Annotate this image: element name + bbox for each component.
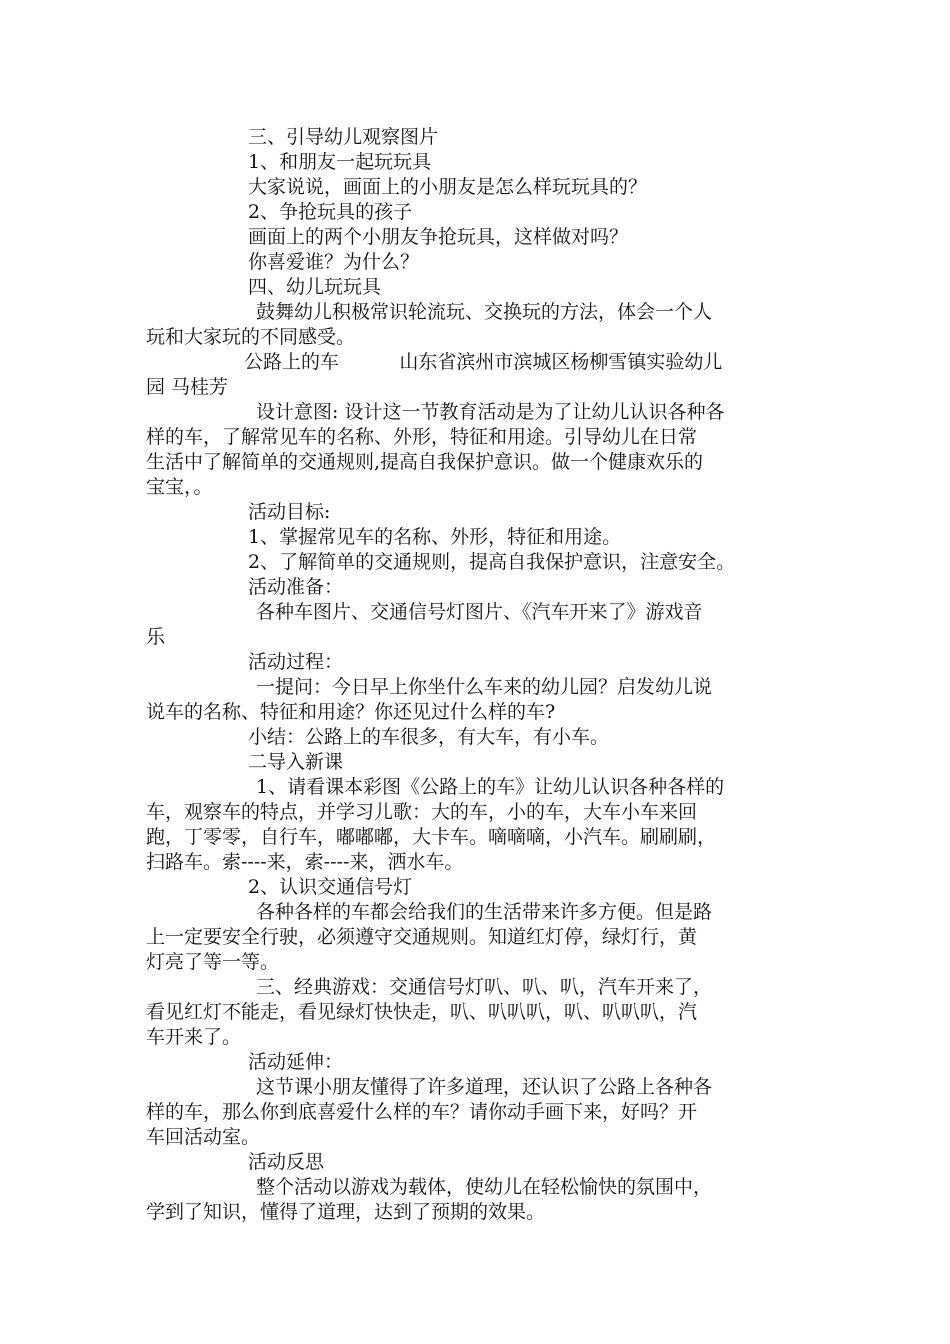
paragraph-line: 小结：公路上的车很多，有大车，有小车。 — [248, 726, 610, 748]
paragraph-line: 你喜爱谁？为什么？ — [248, 251, 420, 273]
paragraph-line: 样的车，了解常见车的名称、外形，特征和用途。引导幼儿在日常 — [146, 426, 698, 448]
paragraph-line: 1、请看课本彩图《公路上的车》让幼儿认识各种各样的 — [256, 776, 725, 798]
section-heading: 活动准备： — [248, 576, 344, 598]
paragraph-line: 大家说说，画面上的小朋友是怎么样玩玩具的？ — [248, 176, 648, 198]
section-heading: 三、引导幼儿观察图片 — [248, 126, 439, 148]
paragraph-line: 车开来了。 — [146, 1026, 242, 1048]
paragraph-line: 学到了知识，懂得了道理，达到了预期的效果。 — [146, 1201, 546, 1223]
paragraph-line: 生活中了解简单的交通规则,提高自我保护意识。做一个健康欢乐的 — [146, 451, 704, 473]
paragraph-line: 车，观察车的特点，并学习儿歌：大的车，小的车，大车小车来回 — [146, 801, 698, 823]
subheading: 1、和朋友一起玩玩具 — [248, 151, 432, 173]
section-heading: 活动目标: — [248, 501, 331, 523]
list-item: 2、了解简单的交通规则，提高自我保护意识，注意安全。 — [248, 551, 736, 573]
paragraph-line: 这节课小朋友懂得了许多道理，还认识了公路上各种各 — [256, 1076, 713, 1098]
paragraph-line: 画面上的两个小朋友争抢玩具，这样做对吗？ — [248, 226, 629, 248]
paragraph-line: 乐 — [146, 626, 166, 648]
list-item: 1、掌握常见车的名称、外形，特征和用途。 — [248, 526, 622, 548]
paragraph-line: 整个活动以游戏为载体，使幼儿在轻松愉快的氛围中， — [256, 1176, 713, 1198]
paragraph-line: 一提问：今日早上你坐什么车来的幼儿园？启发幼儿说 — [256, 676, 713, 698]
paragraph-line: 上一定要安全行驶，必须遵守交通规则。知道红灯停，绿灯行，黄 — [146, 926, 698, 948]
section-heading: 活动反思 — [248, 1151, 325, 1173]
section-heading: 活动延伸： — [248, 1051, 344, 1073]
paragraph-line: 说车的名称、特征和用途？你还见过什么样的车? — [146, 701, 556, 723]
paragraph-line: 宝宝，。 — [146, 476, 213, 498]
paragraph-line: 各种车图片、交通信号灯图片、《汽车开来了》游戏音 — [256, 601, 703, 623]
section-heading: 四、幼儿玩玩具 — [248, 276, 382, 298]
paragraph-line: 样的车，那么你到底喜爱什么样的车？请你动手画下来，好吗？开 — [146, 1101, 698, 1123]
paragraph-line: 鼓舞幼儿积极常识轮流玩、交换玩的方法，体会一个人 — [256, 301, 713, 323]
paragraph-line: 玩和大家玩的不同感受。 — [146, 326, 356, 348]
paragraph-line: 各种各样的车都会给我们的生活带来许多方便。但是路 — [256, 901, 713, 923]
author-line: 园 马桂芳 — [146, 376, 229, 398]
section-heading: 活动过程： — [248, 651, 344, 673]
lesson-title: 公路上的车 山东省滨州市滨城区杨柳雪镇实验幼儿 — [244, 351, 723, 373]
paragraph-line: 扫路车。索----来，索----来，洒水车。 — [146, 851, 464, 873]
subheading: 2、认识交通信号灯 — [248, 876, 413, 898]
paragraph-line: 看见红灯不能走，看见绿灯快快走，叭、叭叭叭，叭、叭叭叭，汽 — [146, 1001, 698, 1023]
paragraph-line: 灯亮了等一等。 — [146, 951, 280, 973]
section-heading: 三、经典游戏：交通信号灯叭、叭、叭，汽车开来了， — [256, 976, 713, 998]
section-heading: 二导入新课 — [248, 751, 344, 773]
subheading: 2、争抢玩具的孩子 — [248, 201, 413, 223]
paragraph-line: 跑，丁零零，自行车，嘟嘟嘟，大卡车。嘀嘀嘀，小汽车。刷刷刷， — [146, 826, 717, 848]
paragraph-line: 车回活动室。 — [146, 1126, 261, 1148]
paragraph-line: 设计意图: 设计这一节教育活动是为了让幼儿认识各种各 — [256, 401, 725, 423]
